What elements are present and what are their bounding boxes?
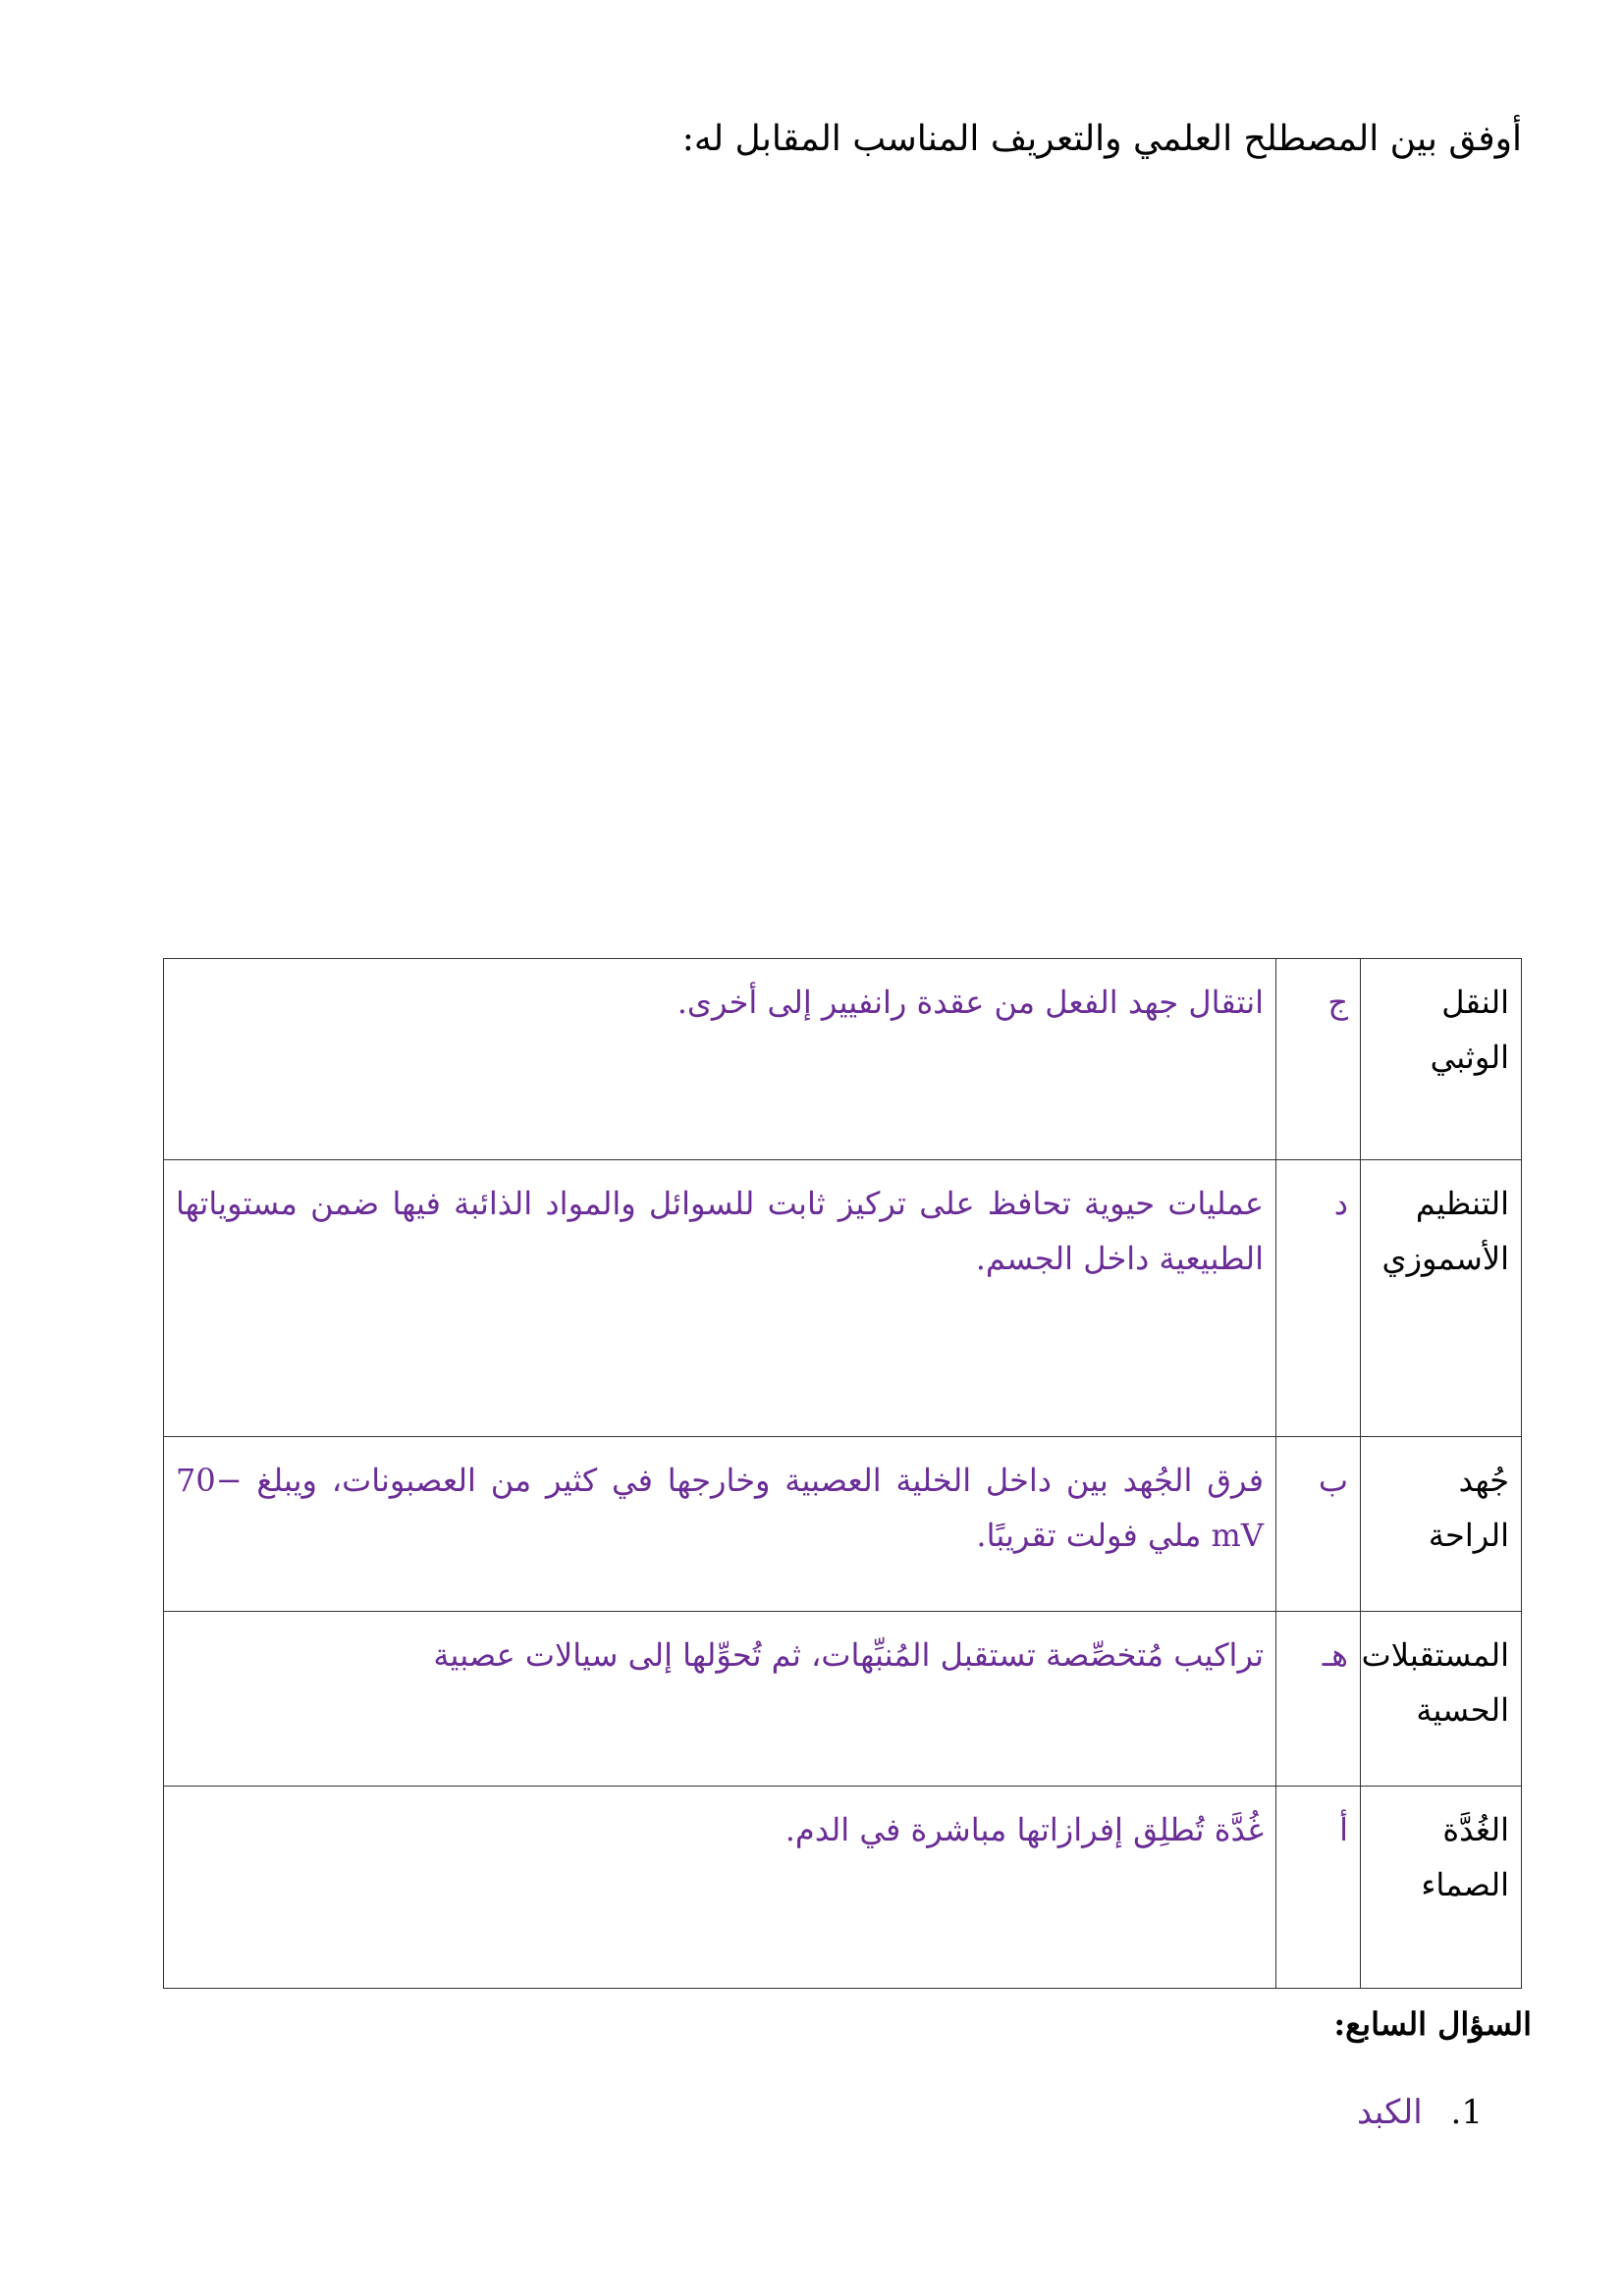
definition-cell: غُدَّة تُطلِق إفرازاتها مباشرة في الدم. <box>164 1787 1276 1989</box>
answer-text: الكبد <box>1357 2093 1423 2132</box>
table-row <box>164 1787 1522 1989</box>
definition-cell: تراكيب مُتخصِّصة تستقبل المُنبِّهات، ثم تُحوِّلها إلى سيالات عصبية <box>164 1612 1276 1787</box>
letter-cell: د <box>1276 1160 1361 1437</box>
definition-cell: عمليات حيوية تحافظ على تركيز ثابت للسوائل والمواد الذائبة فيها ضمن مستوياتها الطبيعية داخل الجسم. <box>164 1160 1276 1437</box>
matching-table <box>163 958 1522 1989</box>
answer-number: 1. <box>1450 2093 1483 2132</box>
definition-cell: فرق الجُهد بين داخل الخلية العصبية وخارجها في كثير من العصبونات، ويبلغ −70 mV ملي فولت تقريبًا. <box>164 1437 1276 1612</box>
letter-cell: هـ <box>1276 1612 1361 1787</box>
table-row <box>164 1160 1522 1437</box>
table-row <box>164 1437 1522 1612</box>
instruction-text: أوفق بين المصطلح العلمي والتعريف المناسب المقابل له: <box>681 119 1522 159</box>
table-row <box>164 1612 1522 1787</box>
table-row <box>164 959 1522 1160</box>
letter-cell: أ <box>1276 1787 1361 1989</box>
term-cell: الغُدَّة الصماء <box>1361 1787 1522 1989</box>
letter-cell: ب <box>1276 1437 1361 1612</box>
letter-cell: ج <box>1276 959 1361 1160</box>
term-cell: النقل الوثبي <box>1361 959 1522 1160</box>
term-cell: التنظيم الأسموزي <box>1361 1160 1522 1437</box>
question-heading: السؤال السابع: <box>1333 2005 1532 2043</box>
definition-cell: انتقال جهد الفعل من عقدة رانفيير إلى أخرى. <box>164 959 1276 1160</box>
term-cell: جُهد الراحة <box>1361 1437 1522 1612</box>
answer-item <box>1357 2089 1483 2136</box>
term-cell: المستقبلات الحسية <box>1361 1612 1522 1787</box>
